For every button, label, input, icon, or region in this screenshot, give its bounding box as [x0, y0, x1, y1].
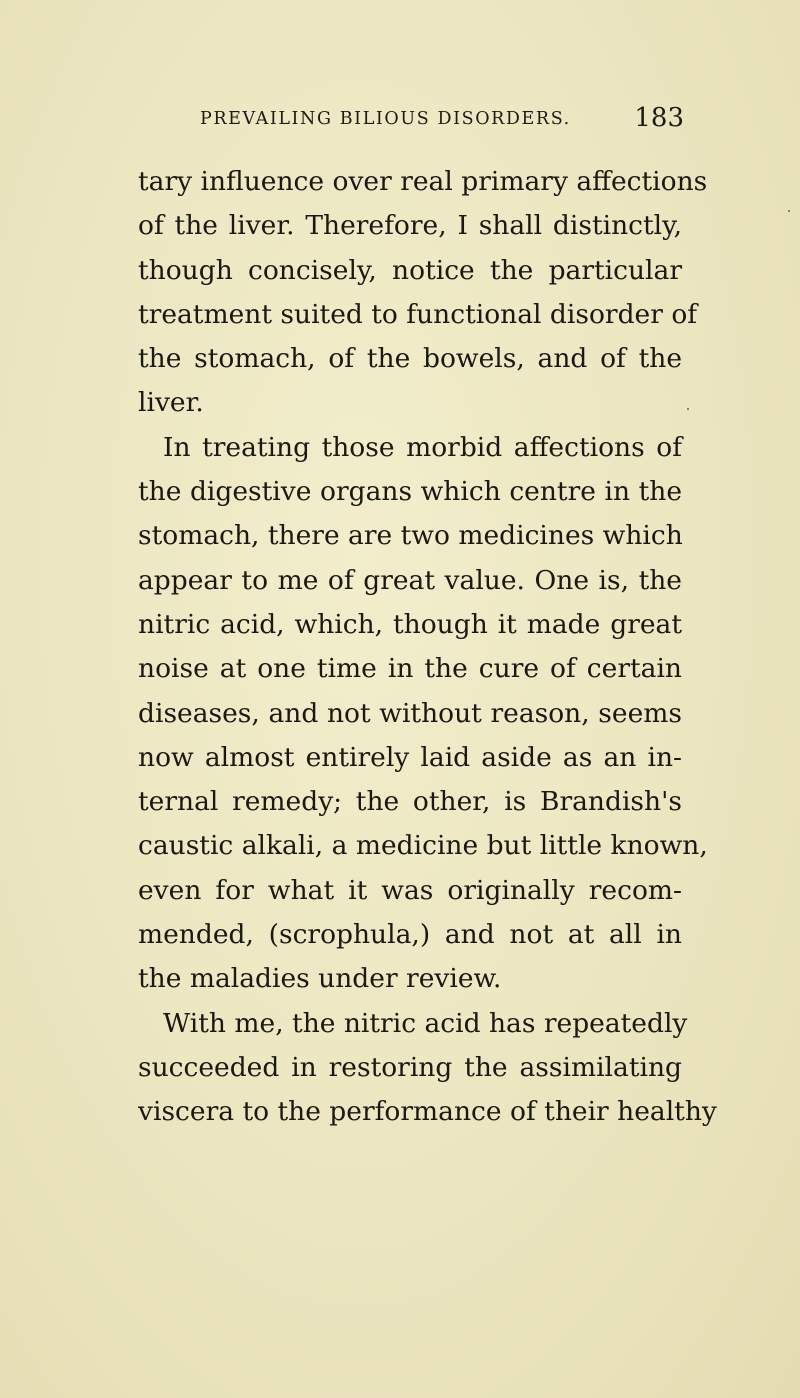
- text-line: tary influence over real primary affections: [138, 166, 708, 197]
- body-text: [138, 160, 717, 1135]
- text-line: appear to me of great value. One is, the: [138, 564, 682, 596]
- paper-speck: [687, 408, 689, 410]
- text-line: nitric acid, which, though it made great: [138, 608, 682, 640]
- text-line: succeeded in restoring the assimilating: [138, 1051, 682, 1083]
- text-line: the digestive organs which centre in the: [138, 476, 682, 508]
- paragraph-start-line: In treating those morbid affections of: [163, 431, 682, 463]
- text-line: diseases, and not without reason, seems: [138, 697, 682, 729]
- text-line: the stomach, of the bowels, and of the: [138, 343, 682, 375]
- text-line: noise at one time in the cure of certain: [138, 653, 682, 685]
- text-line: though concisely, notice the particular: [138, 254, 682, 286]
- paper-speck: [788, 210, 790, 212]
- text-line: stomach, there are two medicines which: [138, 520, 683, 552]
- text-line: ternal remedy; the other, is Brandish's: [138, 786, 682, 818]
- text-line: the maladies under review.: [138, 963, 502, 995]
- text-line: now almost entirely laid aside as an in-: [138, 741, 682, 773]
- paragraph-start-line: With me, the nitric acid has repeatedly: [163, 1007, 688, 1039]
- text-line: mended, (scrophula,) and not at all in: [138, 919, 682, 951]
- text-line: caustic alkali, a medicine but little known,: [138, 830, 708, 862]
- text-line: even for what it was originally recom-: [138, 874, 682, 906]
- running-head: [200, 103, 684, 135]
- running-head-title: PREVAILING BILIOUS DISORDERS.: [200, 109, 571, 129]
- text-line: treatment suited to functional disorder of: [138, 298, 698, 330]
- text-line: of the liver. Therefore, I shall distinctly,: [138, 210, 682, 242]
- page-number: 183: [634, 103, 684, 133]
- text-line: viscera to the performance of their healthy: [138, 1096, 717, 1128]
- text-line: liver.: [138, 387, 204, 419]
